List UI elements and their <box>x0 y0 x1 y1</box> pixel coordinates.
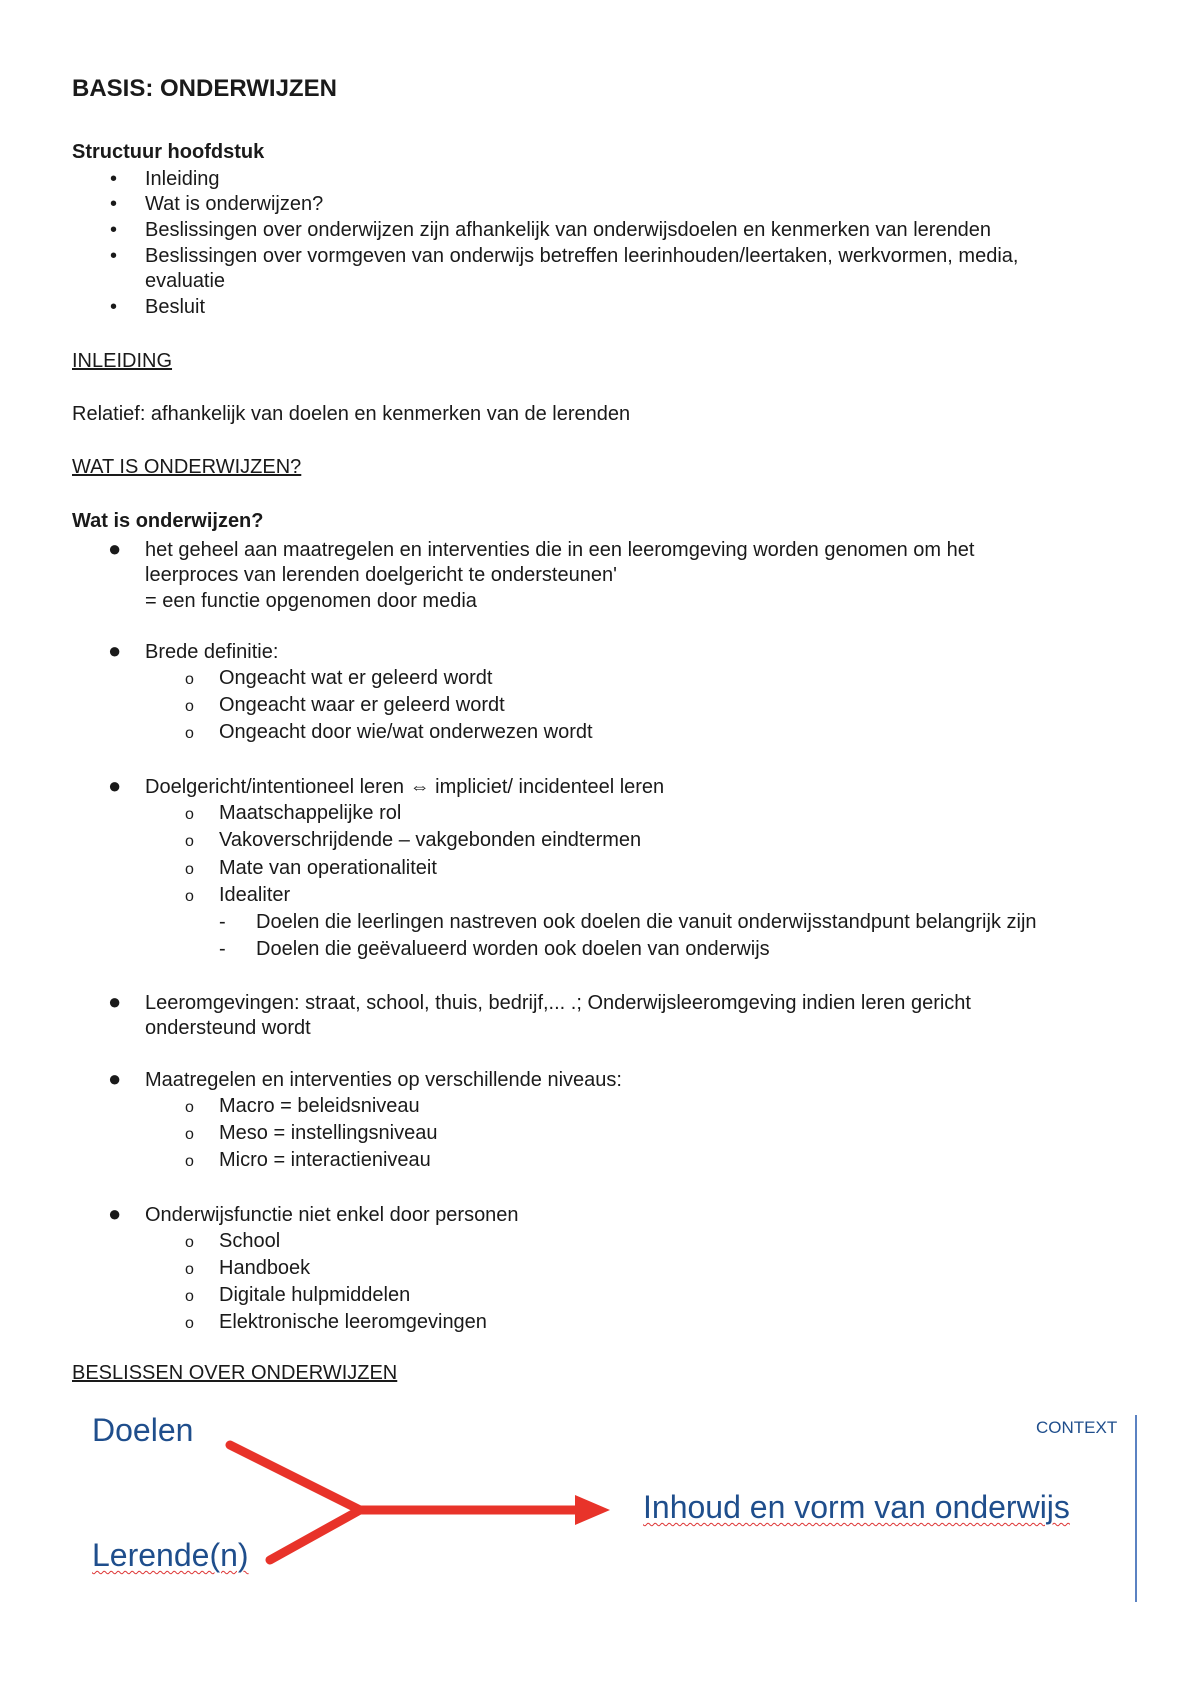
sub-item: Ongeacht wat er geleerd wordt <box>219 667 493 689</box>
sub-item: Ongeacht waar er geleerd wordt <box>219 694 505 716</box>
definition-line: het geheel aan maatregelen en interventies die in een leeromgeving worden genomen om het <box>145 539 975 561</box>
sub-bullet: o <box>185 1234 194 1251</box>
diagram-label-doelen: Doelen <box>92 1412 194 1448</box>
sub-bullet: o <box>185 861 194 878</box>
wat-is-heading: Wat is onderwijzen? <box>72 510 264 532</box>
definition-line: leerproces van lerenden doelgericht te ondersteunen' <box>145 564 617 586</box>
sub-item: School <box>219 1230 281 1252</box>
list-item: Wat is onderwijzen? <box>145 193 324 215</box>
doelgericht-label: Doelgericht/intentioneel leren ⇔ impliciet/ incidenteel leren <box>145 776 665 798</box>
sub-item: Idealiter <box>219 884 291 906</box>
arrow-lerenden-line <box>270 1510 360 1560</box>
sub-item: Handboek <box>219 1257 311 1279</box>
inleiding-text: Relatief: afhankelijk van doelen en kenmerken van de lerenden <box>72 403 631 425</box>
structuur-heading: Structuur hoofdstuk <box>72 141 265 163</box>
list-item: Beslissingen over vormgeven van onderwijs betreffen leerinhouden/leertaken, werkvormen, media, <box>145 245 1019 267</box>
list-item: Beslissingen over onderwijzen zijn afhankelijk van onderwijsdoelen en kenmerken van lerenden <box>145 219 992 241</box>
bullet: ● <box>108 1066 122 1091</box>
sub-bullet: o <box>185 671 194 688</box>
bullet: • <box>110 245 118 267</box>
diagram-label-context: CONTEXT <box>1036 1418 1118 1437</box>
bullet: • <box>110 193 118 215</box>
list-item: Inleiding <box>145 168 220 190</box>
maatregelen-label: Maatregelen en interventies op verschillende niveaus: <box>145 1069 622 1091</box>
sub-item: Maatschappelijke rol <box>219 802 402 824</box>
sub-bullet: o <box>185 1126 194 1143</box>
sub-item: Ongeacht door wie/wat onderwezen wordt <box>219 721 593 743</box>
sub-bullet: o <box>185 1099 194 1116</box>
bullet: ● <box>108 1201 122 1226</box>
functie-label: Onderwijsfunctie niet enkel door personen <box>145 1204 519 1226</box>
sub-bullet: o <box>185 1153 194 1170</box>
bullet: ● <box>108 536 122 561</box>
sub-item: Elektronische leeromgevingen <box>219 1311 487 1333</box>
section-heading-wat-is: WAT IS ONDERWIJZEN? <box>72 456 302 478</box>
sub-item: Macro = beleidsniveau <box>219 1095 420 1117</box>
sub-sub-item: Doelen die geëvalueerd worden ook doelen van onderwijs <box>256 938 770 960</box>
arrow-head <box>575 1495 610 1525</box>
sub-bullet: o <box>185 698 194 715</box>
sub-item: Meso = instellingsniveau <box>219 1122 438 1144</box>
bullet: • <box>110 219 118 241</box>
brede-label: Brede definitie: <box>145 641 279 663</box>
bullet: • <box>110 168 118 190</box>
bullet: ● <box>108 773 122 798</box>
list-item-continuation: evaluatie <box>145 270 226 292</box>
diagram-arrows <box>0 1400 1200 1620</box>
sub-bullet: o <box>185 725 194 742</box>
bullet: ● <box>108 638 122 663</box>
diagram-label-result: Inhoud en vorm van onderwijs <box>643 1489 1070 1525</box>
sub-item: Mate van operationaliteit <box>219 857 437 879</box>
bullet: ● <box>108 989 122 1014</box>
dash-bullet: - <box>219 911 226 933</box>
sub-item: Digitale hulpmiddelen <box>219 1284 411 1306</box>
sub-bullet: o <box>185 1288 194 1305</box>
sub-bullet: o <box>185 1315 194 1332</box>
sub-bullet: o <box>185 1261 194 1278</box>
sub-item: Micro = interactieniveau <box>219 1149 431 1171</box>
definition-line: = een functie opgenomen door media <box>145 590 477 612</box>
sub-item: Vakoverschrijdende – vakgebonden eindtermen <box>219 829 642 851</box>
bullet: • <box>110 296 118 318</box>
dash-bullet: - <box>219 938 226 960</box>
sub-bullet: o <box>185 888 194 905</box>
sub-bullet: o <box>185 833 194 850</box>
list-item: Besluit <box>145 296 206 318</box>
section-heading-beslissen: BESLISSEN OVER ONDERWIJZEN <box>72 1362 398 1384</box>
page-title: BASIS: ONDERWIJZEN <box>72 75 337 102</box>
section-heading-inleiding: INLEIDING <box>72 350 173 372</box>
sub-sub-item: Doelen die leerlingen nastreven ook doelen die vanuit onderwijsstandpunt belangrijk zijn <box>256 911 1037 933</box>
diagram-label-lerenden: Lerende(n) <box>92 1537 249 1573</box>
sub-bullet: o <box>185 806 194 823</box>
arrow-doelen-line <box>230 1445 360 1510</box>
leeromgevingen-line: Leeromgevingen: straat, school, thuis, bedrijf,... .; Onderwijsleeromgeving indien leren gericht <box>145 992 971 1014</box>
leeromgevingen-line: ondersteund wordt <box>145 1017 311 1039</box>
